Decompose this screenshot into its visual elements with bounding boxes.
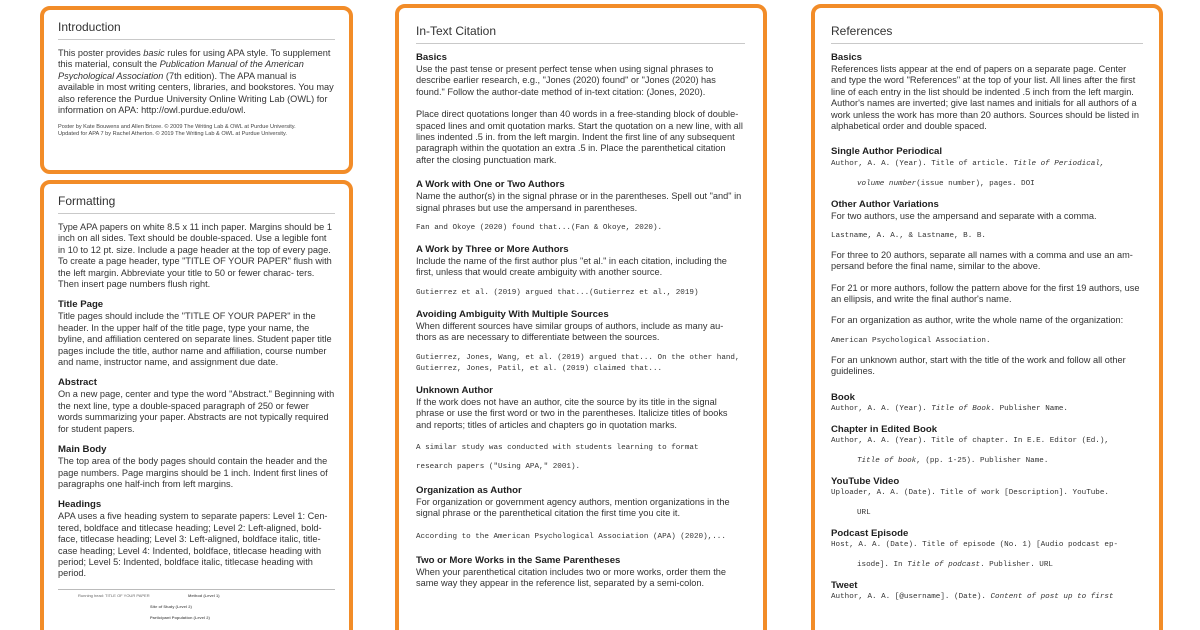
formatting-title: Formatting [58,194,335,214]
podcast-heading: Podcast Episode [831,527,909,539]
one-two-authors-heading: A Work with One or Two Authors [416,179,565,191]
tweet-example: Author, A. A. [@username]. (Date). Content of post up to first [831,592,1114,601]
podcast-example-1: Host, A. A. (Date). Title of episode (No. 1) [Audio podcast ep- [831,540,1119,549]
multiple-works-paragraph: When your parenthetical citation includes two or more works, order them the same way they appear in the reference list, separated by a semi-colon. [416,566,726,589]
basics-paragraph-1: Use the past tense or present perfect tense when using signal phrases to describe earlier research, e.g., "Jones (2020) found" or "Jones (2020) has found." Follow the author-date method of in-text citation: (Jones, 2020). [416,64,716,97]
ambiguity-heading: Avoiding Ambiguity With Multiple Sources [416,308,609,320]
one-two-authors-paragraph: Name the author(s) in the signal phrase or in the parentheses. Spell out "and" in signal phrases but use the ampersand in parentheses. [416,191,742,213]
intro-text-run: (7th edition). The APA manual is available in most writing centers, libraries, and bookstores. You may also reference the Purdue University Online Writing Lab (OWL) for information on APA: http://owl.purdue.edu/owl. [58,70,334,116]
intro-text-run: rules for using APA style. To supplement this material, consult the [58,48,331,70]
ambiguity-example: Gutierrez, Jones, Wang, et al. (2019) argued that... On the other hand, Gutierrez, Jones, Patil, et al. (2019) claimed that... [416,353,740,373]
in-text-citation-card [395,4,767,630]
credit-line-1: Poster by Kate Bouwens and Allen Brizee. © 2009 The Writing Lab & OWL at Purdue University. [58,124,296,131]
one-two-authors-example: Fan and Okoye (2020) found that...(Fan & Okoye, 2020). [416,224,663,233]
three-authors-paragraph: Include the name of the first author plus "et al." in each citation, including the first, unless that would create ambiguity with another source. [416,256,727,278]
sample-running-head: Running head: TITLE OF YOUR PAPER [78,592,150,598]
youtube-heading: YouTube Video [831,475,900,487]
main-body-paragraph: The top area of the body pages should contain the header and the page numbers. Page margins should be 1 inch. Indent first lines of paragraphs one half-inch from left margins. [58,456,328,489]
introduction-card [40,6,353,174]
abstract-heading: Abstract [58,377,97,389]
title-page-paragraph: Title pages should include the "TITLE OF YOUR PAPER" in the header. In the upper half of the title page, type your name, the byline, and affiliation centered on separate lines. Student paper title pages include the title, author name and affiliation, course number and name, instructor name, and assignment due date. [58,311,332,368]
two-authors-example: Lastname, A. A., & Lastname, B. B. [831,231,986,240]
chapter-heading: Chapter in Edited Book [831,423,938,435]
introduction-title: Introduction [58,20,335,40]
organization-author-paragraph: For organization or government agency authors, mention organizations in the signal phrase or the parenthetical citation the first time you cite it. [416,496,730,519]
book-heading: Book [831,391,855,403]
multiple-works-heading: Two or More Works in the Same Parentheses [416,554,621,566]
title-page-heading: Title Page [58,299,104,311]
unknown-author-heading: Unknown Author [416,384,493,396]
intro-text-run: basic [143,48,165,58]
introduction-paragraph [58,48,335,116]
three-authors-heading: A Work by Three or More Authors [416,244,569,256]
chapter-example-1: Author, A. A. (Year). Title of chapter. In E.E. Editor (Ed.), [831,436,1109,445]
chapter-example-2: Title of book, (pp. 1-25). Publisher Name. [857,456,1049,465]
tweet-heading: Tweet [831,579,858,591]
basics-heading: Basics [416,52,447,63]
in-text-citation-title: In-Text Citation [416,24,745,44]
basics-paragraph-2: Place direct quotations longer than 40 words in a free-standing block of double-spaced lines and omit quotation marks. Start the quotation on a new line, with all lines indented .5 in. from the left margin. Indent the first line of any subsequent paragraph within the quotation an extra .5 in. Place the parenthetical citation after the closing punctuation mark. [416,109,743,165]
two-authors-paragraph: For two authors, use the ampersand and separate with a comma. [831,211,1097,222]
headings-paragraph: APA uses a five heading system to separate papers: Level 1: Cen- tered, boldface and titlecase heading; Level 2: Left-aligned, bold- face, titlecase heading; Level 3: Left-aligned, boldface italic, title- case heading; Level 4: Indented, boldface, titlecase heading with period; Level 5: Indented, boldface italic, titlecase heading with period. [58,511,328,579]
single-author-example-2: volume number(issue number), pages. DOI [857,180,1035,189]
unknown-author-example-1: A similar study was conducted with students learning to format [416,443,699,452]
intro-text-run: Publication Manual of the American Psychological Association [58,59,304,81]
unknown-author-paragraph: If the work does not have an author, cite the source by its title in the signal phrase or use the first word or two in the parentheses. Italicize titles of books and reports; titles of articles and chapters go in quotation marks. [416,396,728,430]
book-example: Author, A. A. (Year). Title of Book. Publisher Name. [831,404,1068,413]
single-author-heading: Single Author Periodical [831,146,943,158]
ref-basics-heading: Basics [831,52,862,63]
other-variations-heading: Other Author Variations [831,199,939,211]
intro-text-run: This poster provides [58,48,144,58]
headings-heading: Headings [58,499,102,511]
credit-line-2: Updated for APA 7 by Rachel Atherton. © 2019 The Writing Lab & OWL at Purdue University. [58,131,287,138]
podcast-example-2: isode]. In Title of podcast. Publisher. URL [857,560,1053,569]
youtube-example-2: URL [857,508,871,517]
three-to-twenty-paragraph: For three to 20 authors, separate all names with a comma and use an am- persand before the final name, similar to the above. [831,249,1133,272]
ref-basics-paragraph: References lists appear at the end of papers on a separate page. Center and type the word "References" at the top of your list. All lines after the first line of each entry in the list should be indented .5 inch from the left margin. Author's names are inverted; give last names and initials for all authors of a work unless the work has more than 20 authors. Sources should be listed in alphabetical order and double spaced. [831,64,1139,132]
youtube-example-1: Uploader, A. A. (Date). Title of work [Description]. YouTube. [831,488,1109,497]
single-author-example-1: Author, A. A. (Year). Title of article. Title of Periodical, [831,160,1105,169]
references-card [811,4,1163,630]
organization-author-example: According to the American Psychological Association (APA) (2020),... [416,532,726,541]
main-body-heading: Main Body [58,444,107,456]
organization-paragraph: For an organization as author, write the whole name of the organization: [831,315,1124,326]
unknown-author-example-2: research papers ("Using APA," 2001). [416,462,581,471]
references-title: References [831,24,1143,44]
organization-example: American Psychological Association. [831,336,991,345]
unknown-author-ref-paragraph: For an unknown author, start with the title of the work and follow all other guidelines. [831,354,1126,377]
organization-author-heading: Organization as Author [416,484,522,496]
ambiguity-paragraph: When different sources have similar groups of authors, include as many au- thors as are necessary to differentiate between the sources. [416,320,724,343]
formatting-card [40,180,353,630]
sample-level1-heading: Method (Level 1) [188,592,220,598]
sample-level2-heading-a: Site of Study (Level 2) [150,603,192,609]
sample-level2-heading-b: Participant Population (Level 2) [150,614,210,620]
twenty-one-paragraph: For 21 or more authors, follow the pattern above for the first 19 authors, use an ellipsis, and write the final author's name. [831,282,1140,305]
formatting-intro-paragraph: Type APA papers on white 8.5 x 11 inch paper. Margins should be 1 inch on all sides. Text should be double-spaced. Use a legible font in 10 to 12 pt. size. Include a page header at the top of every page. To create a page header, type "TITLE OF YOUR PAPER" flush with the left margin. Abbreviate your title to 50 or fewer charac- ters. Then insert page numbers flush right. [58,222,332,290]
sample-page-thumbnail [58,589,335,629]
abstract-paragraph: On a new page, center and type the word "Abstract." Beginning with the next line, type a double-spaced paragraph of 250 or fewer words summarizing your paper. Abstracts are not typically required for student papers. [58,389,335,434]
three-authors-example: Gutierrez et al. (2019) argued that...(Gutierrez et al., 2019) [416,288,699,297]
